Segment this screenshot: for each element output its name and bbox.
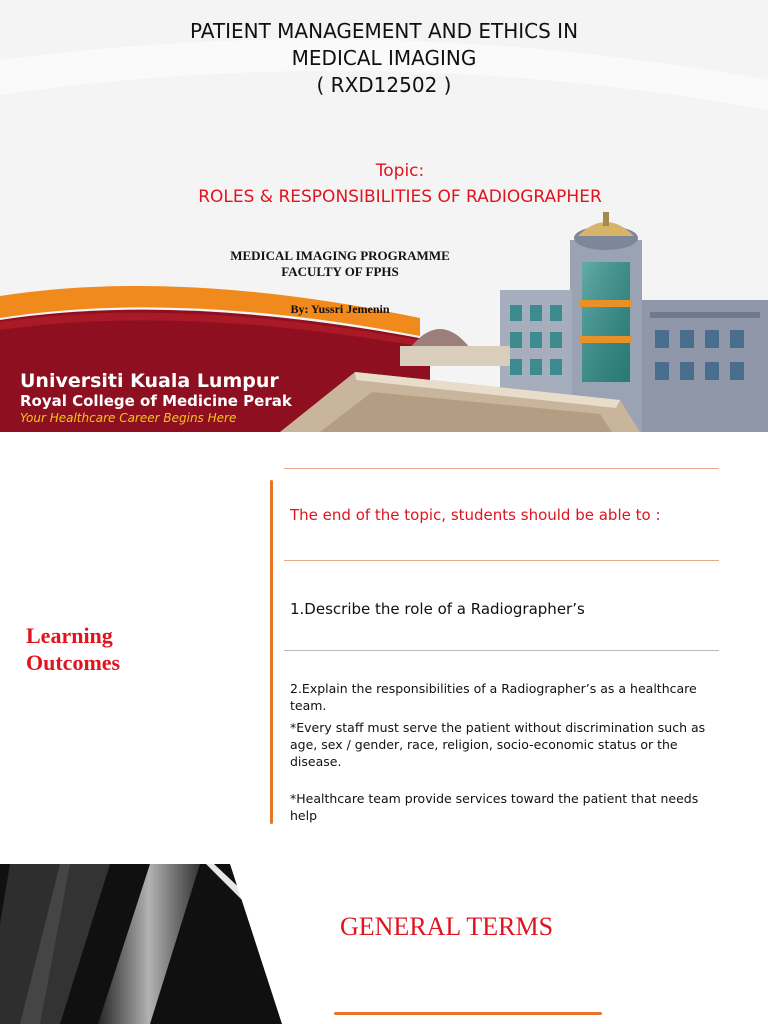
course-title-line: MEDICAL IMAGING — [291, 46, 477, 70]
learning-outcomes-slide — [0, 432, 768, 864]
outcome-details — [290, 680, 720, 829]
note-healthcare-team: *Healthcare team provide services toward the patient that needs help — [290, 791, 699, 823]
note-discrimination: *Every staff must serve the patient without discrimination such as age, sex / gender, race, religion, socio-economic status or the disease. — [290, 720, 706, 769]
general-terms-heading: GENERAL TERMS — [340, 912, 554, 941]
outcomes-intro: The end of the topic, students should be able to : — [290, 506, 661, 524]
divider-line — [284, 650, 719, 651]
topic-title: ROLES & RESPONSIBILITIES OF RADIOGRAPHER — [198, 187, 602, 207]
topic-label: Topic: — [375, 161, 425, 181]
course-title-line: PATIENT MANAGEMENT AND ETHICS IN — [189, 19, 579, 43]
university-name: Universiti Kuala Lumpur — [20, 370, 279, 392]
accent-vertical-bar — [270, 480, 273, 824]
heading-line: Outcomes — [26, 650, 121, 675]
outcome-item-1: 1.Describe the role of a Radiographer’s — [290, 600, 585, 618]
programme-block — [170, 248, 510, 280]
college-name: Royal College of Medicine Perak — [20, 392, 292, 410]
course-title — [0, 18, 768, 99]
title-slide — [0, 0, 768, 432]
outcome-item-2: 2.Explain the responsibilities of a Radiographer’s as a healthcare team. — [290, 681, 697, 713]
accent-underline — [334, 1012, 602, 1015]
topic-block — [0, 158, 768, 210]
learning-outcomes-heading — [26, 622, 120, 676]
heading-line: Learning — [26, 623, 113, 648]
divider-line — [284, 468, 719, 469]
general-terms-slide — [0, 864, 768, 1024]
author: By: Yussri Jemenin — [290, 302, 390, 316]
divider-line — [284, 560, 719, 561]
xray-image — [0, 864, 290, 1024]
programme-name: MEDICAL IMAGING PROGRAMME — [230, 248, 450, 263]
course-code: ( RXD12502 ) — [316, 73, 452, 97]
university-branding — [20, 370, 292, 426]
tagline: Your Healthcare Career Begins Here — [20, 411, 237, 425]
faculty-name: FACULTY OF FPHS — [281, 264, 399, 279]
